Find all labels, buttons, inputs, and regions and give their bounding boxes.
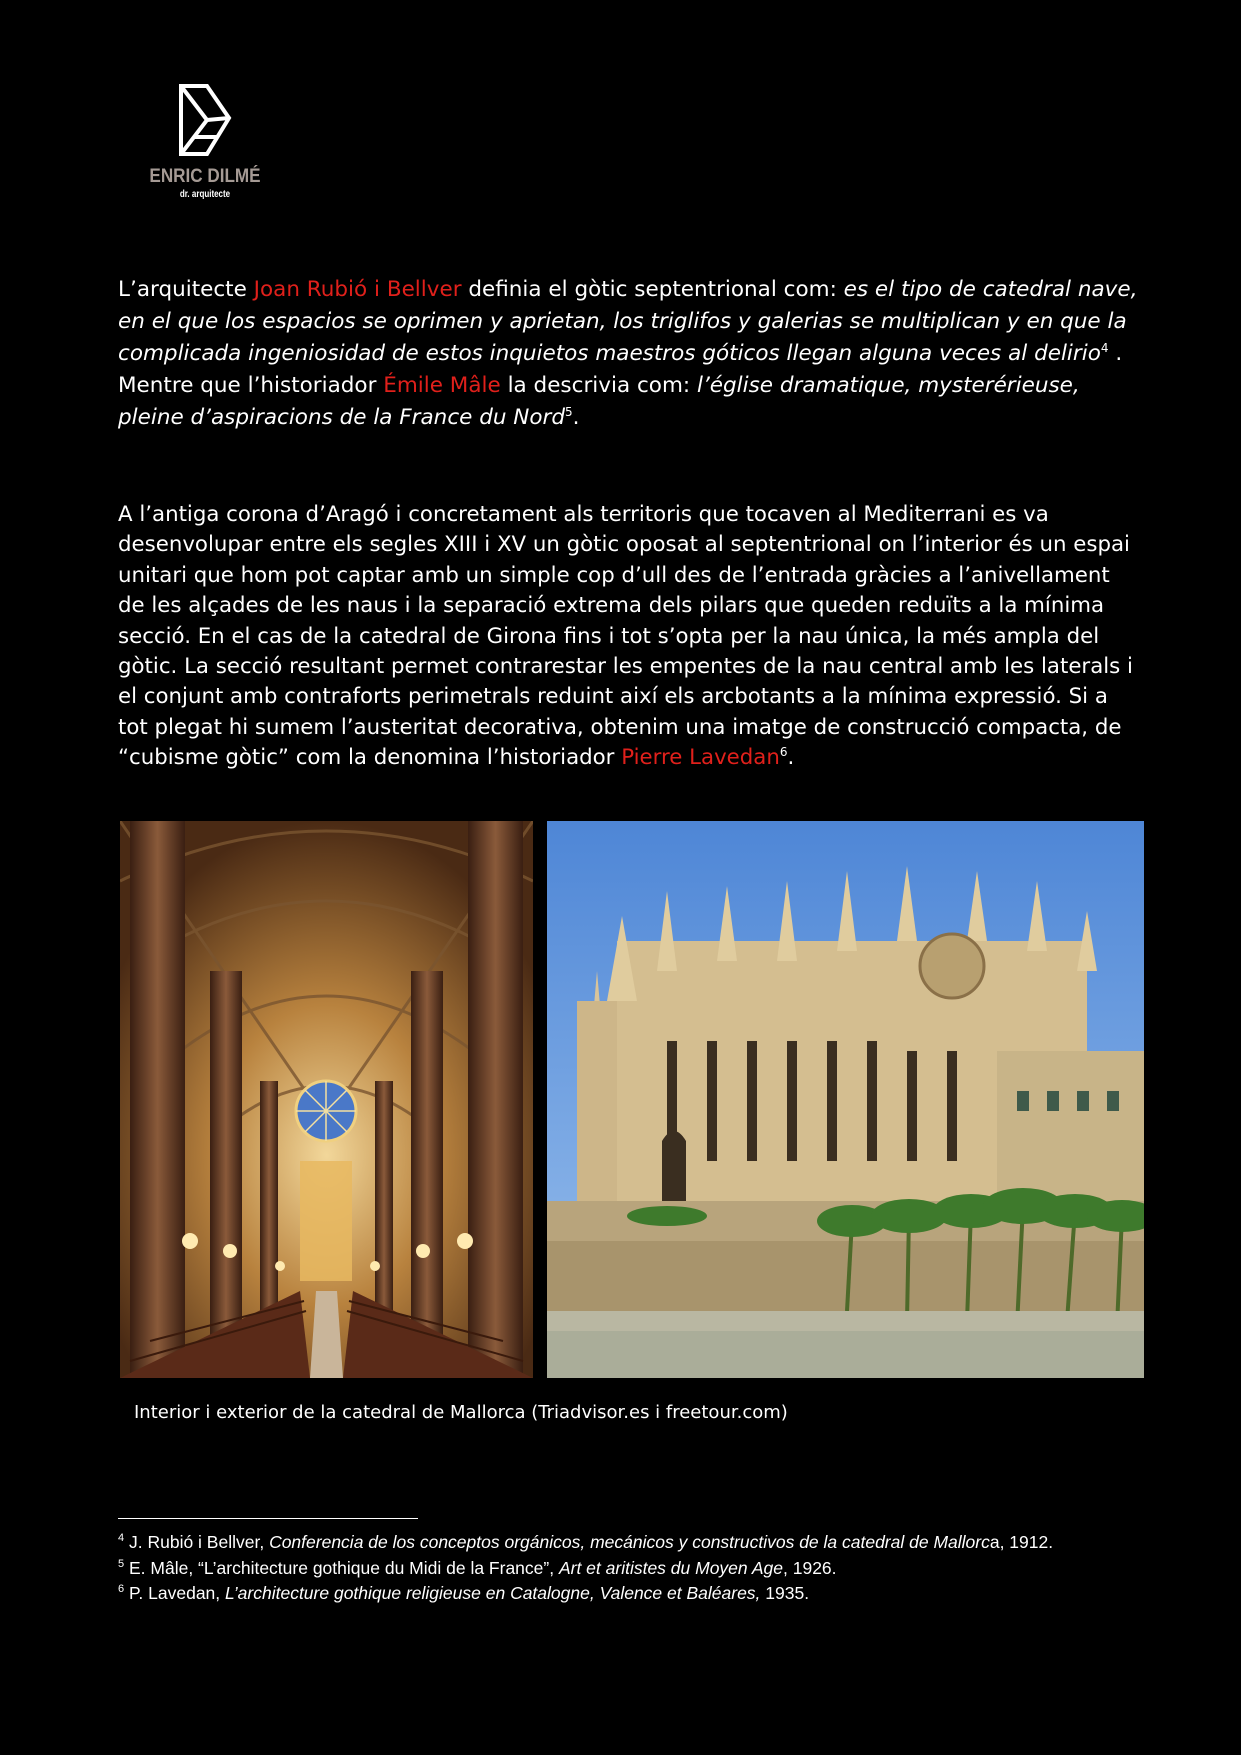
text-span: 1935. — [760, 1583, 810, 1603]
text-span: A l’antiga corona d’Aragó i concretament als territoris que tocaven al Mediterrani es va desenvolupar entre els segles XIII i XV un gòtic oposat al septentrional on l’interior és un espai unitari que hom pot captar amb un simple cop d’ull des de l’entrada gràcies a l’anivellament de les alçades de les naus i la separació extrema dels pilars que queden reduïts a la mínima secció. En el cas de la catedral de Girona fins i tot s’opta per la nau única, la més ampla del gòtic. La secció resultant permet contrarestar les empentes de la nau central amb les laterals i el conjunt amb contraforts perimetrals reduint així els arcbotants a la mínima expressió. Si a tot plegat hi sumem l’austeritat decorativa, obtenim una imatge de construcció compacta, de “cubisme gòtic” com la denomina l’historiador — [118, 502, 1133, 771]
footnote-ref-6: 6 — [779, 745, 788, 760]
footnotes — [118, 1530, 1218, 1607]
name-pierre-lavedan: Pierre Lavedan — [621, 745, 780, 771]
text-span: P. Lavedan, — [129, 1583, 226, 1603]
text-span: . — [787, 745, 795, 771]
quote-rubio: es el tipo de catedral nave, en el que los espacios se oprimen y aprietan, los triglifos y galerias se multiplican y en que la complicada ingeniosidad de estos inquietos maestros góticos llegan alguna veces al delirio — [118, 277, 1138, 366]
text-span: J. Rubió i Bellver, — [129, 1532, 270, 1552]
photo-cathedral-exterior — [547, 821, 1144, 1378]
footnote-6 — [118, 1581, 1218, 1607]
text-span: L’arquitecte — [118, 277, 254, 302]
footnote-title: L’architecture gothique religieuse en Catalogne, Valence et Baléares, — [225, 1583, 761, 1603]
text-span: . — [572, 405, 580, 430]
quote-male: l’église dramatique, mysterérieuse, pleine d’aspiracions de la France du Nord — [118, 373, 1080, 430]
photo-cathedral-interior — [120, 821, 533, 1378]
paragraph-gothic-mediterranean — [118, 500, 1138, 774]
logo-name: ENRIC DILMÉ — [149, 166, 261, 187]
text-span: la descrivia com: — [500, 373, 697, 398]
footnote-title: Conferencia de los conceptos orgánicos, mecánicos y constructivos de la catedral de Mallorc — [269, 1532, 990, 1552]
footnote-ref-4: 4 — [1100, 340, 1109, 355]
footnote-number: 4 — [118, 1532, 125, 1545]
text-span: . Mentre que l’historiador — [118, 341, 1123, 398]
image-caption: Interior i exterior de la catedral de Mallorca (Triadvisor.es i freetour.com) — [134, 1402, 788, 1423]
name-emile-male: Émile Mâle — [383, 373, 501, 398]
text-span: definia el gòtic septentrional com: — [461, 277, 844, 302]
footnote-5 — [118, 1556, 1218, 1582]
footnote-title: Art et aritistes du Moyen Age — [558, 1557, 783, 1578]
logo-subtitle: dr. arquitecte — [179, 189, 231, 200]
paragraph-gothic-north — [118, 274, 1138, 434]
logo — [140, 82, 270, 200]
footnote-divider — [118, 1518, 418, 1519]
footnote-ref-5: 5 — [565, 404, 573, 419]
text-span: , 1926. — [783, 1557, 837, 1578]
footnote-number: 5 — [118, 1557, 125, 1570]
footnote-number: 6 — [118, 1583, 125, 1596]
text-span: E. Mâle, “L’architecture gothique du Midi de la France”, — [129, 1557, 559, 1578]
logo-mark-icon — [177, 82, 233, 158]
footnote-4 — [118, 1530, 1218, 1556]
text-span: a, 1912. — [989, 1532, 1054, 1552]
name-joan-rubio: Joan Rubió i Bellver — [253, 277, 462, 302]
